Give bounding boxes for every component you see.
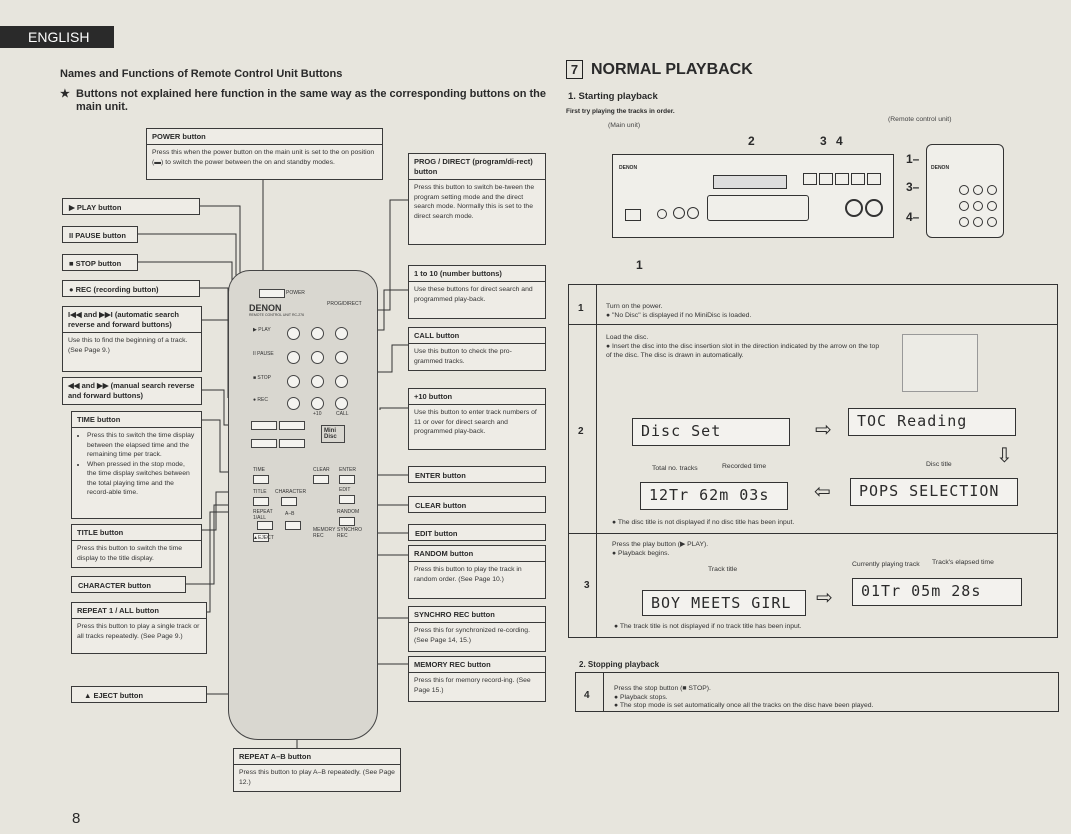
callout-4: 4 — [836, 134, 843, 148]
remote-key-edit — [339, 495, 355, 504]
step-1-line-1: Turn on the power. — [606, 303, 663, 310]
step-2-note-text: The disc title is not displayed if no disc title has been input. — [617, 519, 795, 526]
remote-key-2 — [311, 327, 324, 340]
title-button-box — [71, 524, 202, 568]
remote-key-6 — [335, 351, 348, 364]
step-3-number: 3 — [584, 580, 590, 591]
play-button-label: ▶ PLAY button — [62, 198, 200, 215]
row-divider-2 — [568, 533, 1058, 534]
remote-key-search-fwd — [279, 439, 305, 448]
number-buttons-box — [408, 265, 546, 319]
time-button-box — [71, 411, 202, 519]
remote-key-3 — [335, 327, 348, 340]
arrow-left-icon: ⇦ — [814, 481, 831, 503]
label-track-title: Track title — [708, 566, 738, 573]
time-button-desc-1: • Press this to switch the time display between the elapsed time and the remaining time per track. — [87, 431, 196, 460]
lcd-toc-reading: TOC Reading — [848, 408, 1016, 436]
remote-key-call — [335, 397, 348, 410]
remote-unit-caption: (Remote control unit) — [888, 116, 952, 123]
title-button-desc: Press this button to switch the time display to the title display. — [77, 545, 183, 562]
step-2-note: ● The disc title is not displayed if no disc title has been input. — [612, 519, 795, 526]
step-3-line-2: ● Playback begins. — [612, 550, 670, 557]
remote-key-clear — [313, 475, 329, 484]
plus10-button-desc: Use this button to enter track numbers of 11 or over for direct search and programmed play-back. — [414, 409, 537, 435]
callout-r3: 3– — [906, 180, 920, 194]
remote-edit-label: EDIT — [339, 487, 351, 493]
step-4-bullet-2: The stop mode is set automatically once all the tracks on the disc have been played. — [619, 702, 874, 709]
step-4-line-1: Press the stop button (■ STOP). — [614, 685, 711, 692]
unit-key-d — [851, 173, 865, 185]
random-button-title: RANDOM button — [409, 546, 545, 562]
ru-key-9 — [987, 217, 997, 227]
manual-search-box — [62, 377, 202, 405]
power-button-desc: Press this when the power button on the main unit is set to the on position (▬) to switch the power between the on and standby modes. — [152, 149, 375, 166]
prog-direct-title: PROG / DIRECT (program/di-rect) button — [409, 154, 545, 180]
plus10-button-box — [408, 388, 546, 450]
section-title-text: NORMAL PLAYBACK — [591, 61, 753, 78]
ru-key-3 — [987, 185, 997, 195]
label-current-track: Currently playing track — [852, 561, 920, 568]
stop-button-label: ■ STOP button — [62, 254, 138, 271]
step-3-bullet-text: Playback begins. — [618, 550, 670, 557]
remote-prog-label: PROG/DIRECT — [327, 301, 362, 307]
prog-direct-box — [408, 153, 546, 245]
random-button-desc: Press this button to play the track in random order. (See Page 10.) — [414, 566, 522, 583]
remote-character-label: CHARACTER — [275, 489, 307, 495]
repeat-button-title: REPEAT 1 / ALL button — [72, 603, 206, 619]
callout-3: 3 — [820, 134, 827, 148]
remote-key-character — [281, 497, 297, 506]
steps-divider — [596, 284, 597, 638]
remote-model: REMOTE CONTROL UNIT RC-276 — [249, 313, 305, 317]
ru-key-1 — [959, 185, 969, 195]
callout-r1: 1– — [906, 152, 920, 166]
synchro-rec-desc: Press this for synchronized re-cording. (See Page 14, 15.) — [414, 627, 530, 644]
remote-key-4 — [287, 351, 300, 364]
ru-key-8 — [973, 217, 983, 227]
remote-brand: DENON — [249, 303, 282, 313]
lcd-playing-time: 01Tr 05m 28s — [852, 578, 1022, 606]
remote-power-label: POWER — [286, 290, 305, 296]
ru-key-4 — [959, 201, 969, 211]
step-4-line-3: ● The stop mode is set automatically once all the tracks on the disc have been played. — [614, 702, 874, 709]
note-text: Buttons not explained here function in the same way as the corresponding buttons on the main unit. — [76, 88, 546, 113]
label-recorded-time: Recorded time — [722, 463, 767, 470]
call-button-title: CALL button — [409, 328, 545, 344]
unit-power-switch — [625, 209, 641, 221]
unit-jack-3 — [687, 207, 699, 219]
repeat-button-box — [71, 602, 207, 654]
memory-rec-desc: Press this for memory record-ing. (See Page 15.) — [414, 677, 531, 694]
unit-key-b — [819, 173, 833, 185]
skip-buttons-desc: Use this to find the beginning of a track. (See Page 9.) — [68, 337, 188, 354]
remote-key-time — [253, 475, 269, 484]
remote-key-skip-fwd — [279, 421, 305, 430]
section-number: 7 — [566, 60, 583, 79]
remote-pause-label: II PAUSE — [253, 351, 274, 357]
remote-random-label: RANDOM — [337, 509, 360, 515]
remote-ab-label: A–B — [285, 511, 295, 517]
unit-knob-2 — [865, 199, 883, 217]
number-buttons-desc: Use these buttons for direct search and programmed play-back. — [414, 286, 533, 303]
remote-enter-label: ENTER — [339, 467, 356, 473]
stop-divider — [603, 672, 604, 712]
remote-repeat-label: REPEAT 1/ALL — [253, 509, 273, 521]
remote-play-label: ▶ PLAY — [253, 327, 271, 333]
lcd-track-title: BOY MEETS GIRL — [642, 590, 806, 616]
random-button-box — [408, 545, 546, 599]
synchro-rec-box — [408, 606, 546, 652]
callout-r4: 4– — [906, 210, 920, 224]
clear-button-label: CLEAR button — [408, 496, 546, 513]
skip-buttons-box — [62, 306, 202, 372]
step-4-line-2: ● Playback stops. — [614, 694, 668, 701]
remote-time-label: TIME — [253, 467, 265, 473]
step-4-number: 4 — [584, 690, 590, 701]
skip-buttons-title: I◀◀ and ▶▶I (automatic search reverse and forward buttons) — [63, 307, 201, 333]
callout-1: 1 — [636, 258, 643, 272]
repeat-ab-title: REPEAT A–B button — [234, 749, 400, 765]
remote-key-title — [253, 497, 269, 506]
ru-key-7 — [959, 217, 969, 227]
label-total-tracks: Total no. tracks — [652, 465, 698, 472]
eject-button-label: ▲ EJECT button — [71, 686, 207, 703]
enter-button-label: ENTER button — [408, 466, 546, 483]
disc-slot — [713, 175, 787, 189]
unit-key-a — [803, 173, 817, 185]
remote-control-illustration — [228, 270, 378, 740]
remote-key-random — [339, 517, 355, 526]
remote-key-1 — [287, 327, 300, 340]
remote-key-10 — [287, 397, 300, 410]
remote-synchro-label: SYNCHRO REC — [337, 527, 363, 539]
unit-display — [707, 195, 809, 221]
memory-rec-title: MEMORY REC button — [409, 657, 545, 673]
call-button-box — [408, 327, 546, 371]
arrow-right-icon-2: ⇨ — [816, 587, 833, 609]
row-divider-1 — [568, 324, 1058, 325]
remote-power-key — [259, 289, 285, 298]
callout-2: 2 — [748, 134, 755, 148]
step-3-note: ● The track title is not displayed if no track title has been input. — [614, 623, 802, 630]
edit-button-label: EDIT button — [408, 524, 546, 541]
subsection-stopping: 2. Stopping playback — [579, 660, 660, 669]
repeat-ab-desc: Press this button to play A–B repeatedly. (See Page 12.) — [239, 769, 395, 786]
step-2-number: 2 — [578, 426, 584, 437]
main-unit-caption: (Main unit) — [608, 122, 641, 129]
unit-knob-1 — [845, 199, 863, 217]
remote-md-logo: Mini Disc — [321, 425, 345, 443]
step-1-line-2: ● "No Disc" is displayed if no MiniDisc is loaded. — [606, 312, 752, 319]
step-2-line-1: Load the disc. — [606, 334, 649, 341]
remote-title-label: TITLE — [253, 489, 267, 495]
remote-key-ab — [285, 521, 301, 530]
remote-key-8 — [311, 375, 324, 388]
time-button-desc-2: • When pressed in the stop mode, the time display switches between the total playing time and the record-able time. — [87, 460, 196, 498]
unit-key-e — [867, 173, 881, 185]
disc-insert-illustration — [902, 334, 978, 392]
remote-rec-label: ● REC — [253, 397, 268, 403]
memory-rec-box — [408, 656, 546, 702]
ru-key-6 — [987, 201, 997, 211]
character-button-label: CHARACTER button — [71, 576, 186, 593]
label-elapsed-time: Track's elapsed time — [932, 559, 994, 566]
remote-key-repeat — [257, 521, 273, 530]
unit-jack-1 — [657, 209, 667, 219]
step-3-line-1: Press the play button (▶ PLAY). — [612, 541, 709, 548]
unit-brand: DENON — [619, 165, 638, 171]
time-button-title: TIME button — [72, 412, 201, 428]
section-title — [566, 60, 753, 79]
lcd-disc-title: POPS SELECTION — [850, 478, 1018, 506]
rec-button-label: ● REC (recording button) — [62, 280, 200, 297]
step-1-number: 1 — [578, 303, 584, 314]
subsection-intro: First try playing the tracks in order. — [566, 108, 675, 115]
ru-key-2 — [973, 185, 983, 195]
step-2-bullet-text: Insert the disc into the disc insertion slot in the direction indicated by the arrow on the top of the disc. The disc is drawn in automatically. — [606, 343, 880, 359]
step-4-bullet-1: Playback stops. — [620, 694, 668, 701]
pause-button-label: II PAUSE button — [62, 226, 138, 243]
remote-key-9 — [335, 375, 348, 388]
remote-key-5 — [311, 351, 324, 364]
unit-key-c — [835, 173, 849, 185]
language-tab: ENGLISH — [0, 26, 114, 48]
remote-unit-brand: DENON — [931, 165, 950, 171]
lcd-disc-set: Disc Set — [632, 418, 790, 446]
synchro-rec-title: SYNCHRO REC button — [409, 607, 545, 623]
arrow-right-icon: ⇨ — [815, 419, 832, 441]
power-button-box — [146, 128, 383, 180]
remote-call-label: CALL — [336, 411, 349, 417]
remote-eject-label: ▲EJECT — [253, 535, 274, 541]
step-2-line-2: ● Insert the disc into the disc insertion slot in the direction indicated by the arrow on the top of the disc. The disc is drawn in automatically. — [606, 343, 880, 359]
remote-stop-label: ■ STOP — [253, 375, 271, 381]
manual-search-title: ◀◀ and ▶▶ (manual search reverse and forward buttons) — [68, 381, 195, 400]
remote-memory-label: MEMORY REC — [313, 527, 336, 539]
remote-unit-illustration — [926, 144, 1004, 238]
remote-key-enter — [339, 475, 355, 484]
call-button-desc: Use this button to check the pro-grammed tracks. — [414, 348, 512, 365]
main-unit-illustration — [612, 154, 894, 238]
plus10-button-title: +10 button — [409, 389, 545, 405]
remote-key-search-back — [251, 439, 277, 448]
star-icon: ★ — [60, 88, 70, 100]
repeat-ab-box — [233, 748, 401, 792]
remote-key-skip-back — [251, 421, 277, 430]
title-button-title: TITLE button — [72, 525, 201, 541]
lcd-track-summary: 12Tr 62m 03s — [640, 482, 788, 510]
step-3-note-text: The track title is not displayed if no track title has been input. — [619, 623, 802, 630]
remote-key-plus10 — [311, 397, 324, 410]
unit-jack-2 — [673, 207, 685, 219]
repeat-button-desc: Press this button to play a single track or all tracks repeatedly. (See Page 9.) — [77, 623, 200, 640]
step-1-bullet-text: "No Disc" is displayed if no MiniDisc is loaded. — [612, 312, 752, 319]
label-disc-title: Disc title — [926, 461, 952, 468]
left-heading: Names and Functions of Remote Control Unit Buttons — [60, 68, 343, 80]
prog-direct-desc: Press this button to switch be-tween the program setting mode and the direct search mode. Normally this is set to the direct search mode. — [414, 184, 535, 220]
subsection-starting: 1. Starting playback — [568, 91, 658, 102]
remote-plus10-label: +10 — [313, 411, 322, 417]
remote-clear-label: CLEAR — [313, 467, 330, 473]
arrow-down-icon: ⇩ — [996, 445, 1013, 467]
ru-key-5 — [973, 201, 983, 211]
number-buttons-title: 1 to 10 (number buttons) — [409, 266, 545, 282]
page-number: 8 — [72, 810, 81, 827]
remote-key-7 — [287, 375, 300, 388]
power-button-title: POWER button — [147, 129, 382, 145]
